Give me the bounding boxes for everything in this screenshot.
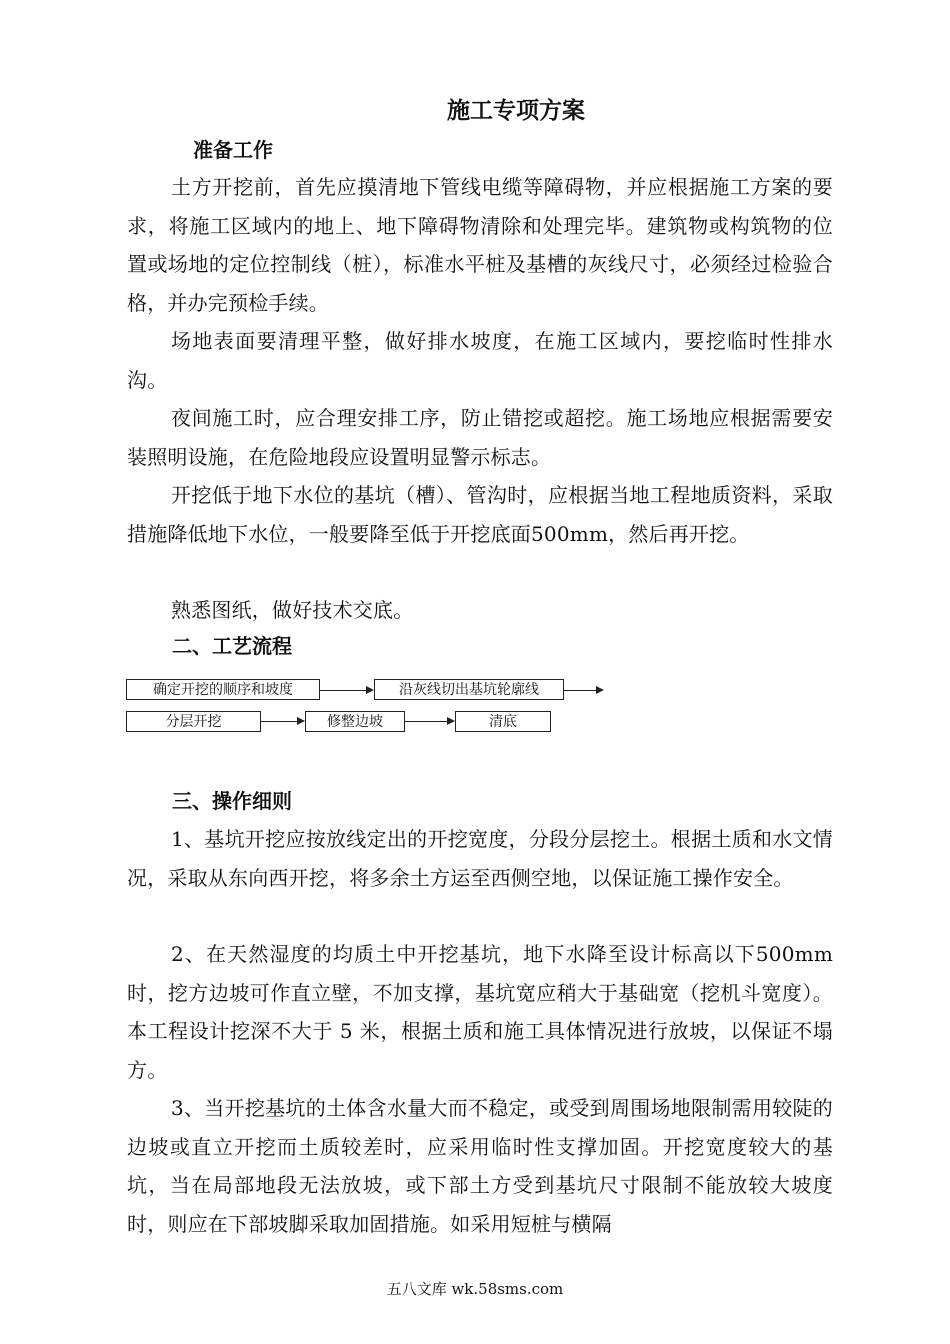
flow-step-layered-excavation: 分层开挖 [126, 711, 261, 732]
flow-step-cut-outline: 沿灰线切出基坑轮廓线 [374, 679, 564, 700]
arrow-right-icon [297, 717, 305, 725]
arrow-right-icon [596, 686, 604, 694]
section-heading-operation-rules: 三、操作细则 [172, 789, 292, 813]
rule-paragraph-2: 2、在天然湿度的均质土中开挖基坑，地下水降至设计标高以下500mm时，挖方边坡可作直立壁，不加支撑，基坑宽应稍大于基础宽（挖机斗宽度）。本工程设计挖深不大于 5 米，根据土质和施工具体情况进行放坡，以保证不塌方。 [127, 942, 833, 1082]
flow-arrow-line [261, 721, 297, 722]
document-title: 施工专项方案 [447, 98, 585, 124]
flow-step-determine-order: 确定开挖的顺序和坡度 [126, 679, 320, 700]
paragraph-3: 夜间施工时，应合理安排工序，防止错挖或超挖。施工场地应根据需要安装照明设施，在危险地段应设置明显警示标志。 [127, 406, 833, 469]
paragraph-2: 场地表面要清理平整，做好排水坡度，在施工区域内，要挖临时性排水沟。 [127, 329, 833, 392]
rule-paragraph-3: 3、当开挖基坑的土体含水量大而不稳定，或受到周围场地限制需用较陡的边坡或直立开挖而土质较差时，应采用临时性支撑加固。开挖宽度较大的基坑，当在局部地段无法放坡，或下部土方受到基坑尺寸限制不能放较大坡度时，则应在下部坡脚采取加固措施。如采用短桩与横隔 [127, 1096, 833, 1236]
section-heading-preparation: 准备工作 [193, 138, 273, 162]
rule-paragraph-1: 1、基坑开挖应按放线定出的开挖宽度，分段分层挖土。根据土质和水文情况，采取从东向西开挖，将多余土方运至西侧空地，以保证施工操作安全。 [127, 827, 833, 890]
paragraph-1: 土方开挖前，首先应摸清地下管线电缆等障碍物，并应根据施工方案的要求，将施工区域内的地上、地下障碍物清除和处理完毕。建筑物或构筑物的位置或场地的定位控制线（桩），标准水平桩及基槽的灰线尺寸，必须经过检验合格，并办完预检手续。 [127, 175, 833, 315]
flow-arrow-line [564, 690, 596, 691]
flow-step-clean-bottom: 清底 [455, 711, 551, 732]
flow-step-trim-slope: 修整边坡 [305, 711, 405, 732]
flow-arrow-line [320, 690, 366, 691]
arrow-right-icon [447, 717, 455, 725]
paragraph-5: 熟悉图纸，做好技术交底。 [171, 598, 414, 622]
flow-arrow-line [405, 721, 447, 722]
arrow-right-icon [366, 686, 374, 694]
paragraph-4: 开挖低于地下水位的基坑（槽）、管沟时，应根据当地工程地质资料，采取措施降低地下水位，一般要降至低于开挖底面500mm，然后再开挖。 [127, 483, 833, 546]
page-footer: 五八文库 wk.58sms.com [386, 1280, 564, 1298]
section-heading-process-flow: 二、工艺流程 [172, 634, 292, 658]
